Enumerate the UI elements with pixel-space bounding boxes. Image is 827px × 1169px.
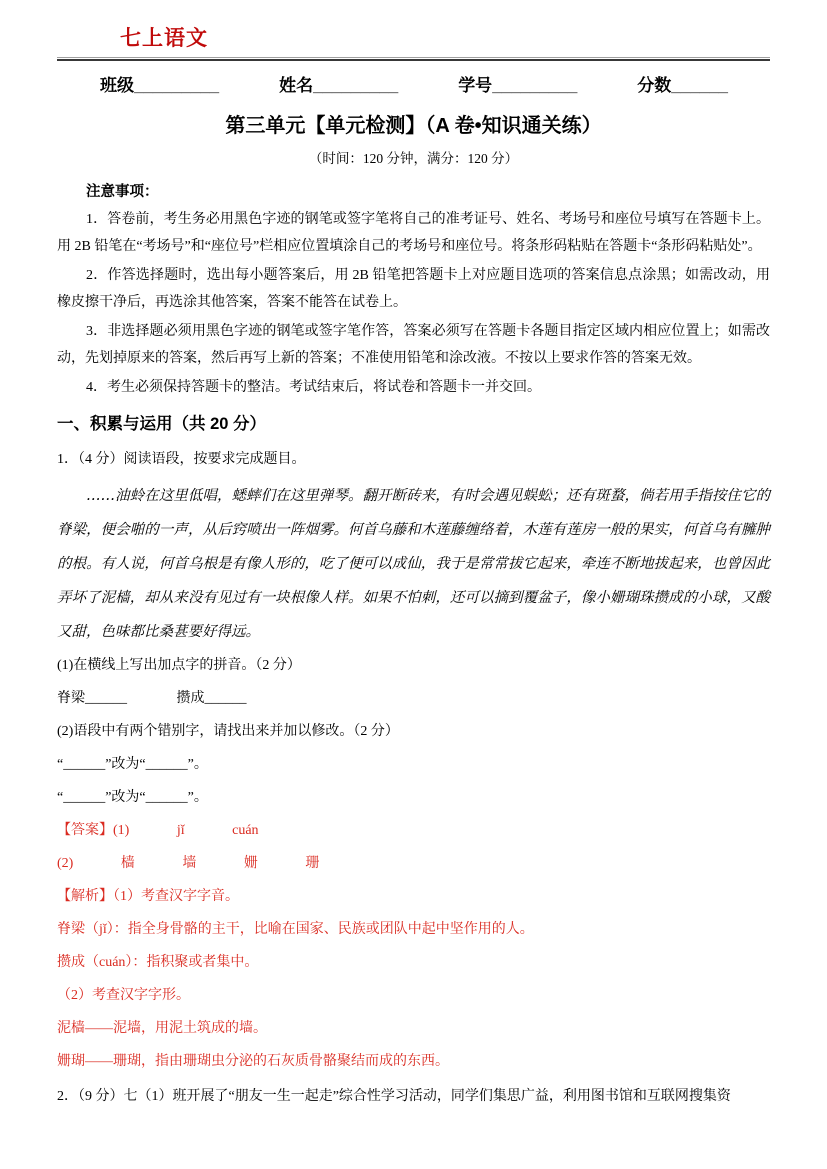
answer-line-1 <box>57 814 770 847</box>
subquestion-1: (1)在横线上写出加点字的拼音。（2 分） <box>57 658 301 673</box>
correction-blank-line-2: “______”改为“______”。 <box>57 790 208 805</box>
exam-title: 第三单元【单元检测】（A 卷•知识通关练） <box>225 115 602 137</box>
answer-label: 【答案】(1) <box>57 823 130 838</box>
char-answer-qiang-correct: 墙 <box>182 856 197 871</box>
notice-item-3: 3．非选择题必须用黑色字迹的钢笔或签字笔作答，答案必须写在答题卡各题目指定区域内相应位置上；如需改动，先划掉原来的答案，然后再写上新的答案；不准使用铅笔和涂改液。不按以上要求作答的答案无效。 <box>57 324 770 366</box>
analysis-line-5: 姗瑚——珊瑚，指由珊瑚虫分泌的石灰质骨骼聚结而成的东西。 <box>57 1054 449 1069</box>
name-blank: _________ <box>313 76 399 95</box>
name-field <box>279 74 398 98</box>
pinyin-answer-ji: jǐ <box>176 823 185 838</box>
class-blank: _________ <box>134 76 220 95</box>
char-answer-qiang-wrong: 樯 <box>120 856 135 871</box>
student-id-label: 学号 <box>458 76 493 95</box>
answer-line-2 <box>57 847 770 880</box>
analysis-line-4: 泥樯——泥墙，用泥土筑成的墙。 <box>57 1021 267 1036</box>
score-field <box>637 74 728 98</box>
answer-line-2-label: (2) <box>57 856 74 871</box>
pinyin-answer-cuan: cuán <box>232 823 259 838</box>
subquestion-2: (2)语段中有两个错别字，请找出来并加以修改。（2 分） <box>57 724 399 739</box>
student-id-blank: _________ <box>492 76 578 95</box>
reading-passage: ……油蛉在这里低唱，蟋蟀们在这里弹琴。翻开断砖来，有时会遇见蜈蚣；还有斑蝥，倘若用手指按住它的脊梁，便会啪的一声，从后窍喷出一阵烟雾。何首乌藤和木莲藤缠络着，木莲有莲房一般的果实，何首乌有臃肿的根。有人说，何首乌根是有像人形的，吃了便可以成仙，我于是常常拔它起来，牵连不断地拔起来，也曾因此弄坏了泥樯，却从来没有见过有一块根像人样。如果不怕刺，还可以摘到覆盆子，像小姗瑚珠攒成的小球，又酸又甜，色味都比桑葚要好得远。 <box>57 488 770 640</box>
correction-blank-line-1: “______”改为“______”。 <box>57 757 208 772</box>
pinyin-blank-jiliang: 脊梁______ <box>57 691 127 706</box>
analysis-line-3: （2）考查汉字字形。 <box>57 988 190 1003</box>
pinyin-blank-row <box>57 682 770 715</box>
analysis-line-1: 脊梁（jǐ）：指全身骨骼的主干，比喻在国家、民族或团队中起中坚作用的人。 <box>57 922 534 937</box>
score-label: 分数 <box>637 76 672 95</box>
score-blank: ______ <box>671 76 729 95</box>
section-1-heading: 一、积累与运用（共 20 分） <box>57 415 267 433</box>
notice-item-1: 1．答卷前，考生务必用黑色字迹的钢笔或签字笔将自己的准考证号、姓名、考场号和座位号填写在答题卡上。用 2B 铅笔在“考场号”和“座位号”栏相应位置填涂自己的考场号和座位号。将条形码粘贴在答题卡“条形码粘贴处”。 <box>57 212 770 254</box>
analysis-line-2: 攒成（cuán）：指积聚或者集中。 <box>57 955 259 970</box>
student-id-field <box>458 74 577 98</box>
class-field <box>100 74 219 98</box>
notice-item-2: 2．作答选择题时，选出每小题答案后，用 2B 铅笔把答题卡上对应题目选项的答案信息点涂黑；如需改动，用橡皮擦干净后，再选涂其他答案，答案不能答在试卷上。 <box>57 268 770 310</box>
notice-item-4: 4．考生必须保持答题卡的整洁。考试结束后，将试卷和答题卡一并交回。 <box>86 380 541 395</box>
pinyin-blank-cuancheng: 攒成______ <box>176 691 247 706</box>
class-label: 班级 <box>100 76 134 95</box>
question-2-stem: 2．（9 分）七（1）班开展了“朋友一生一起走”综合性学习活动，同学们集思广益，利用图书馆和互联网搜集资 <box>57 1089 731 1104</box>
analysis-heading: 【解析】（1）考查汉字字音。 <box>57 889 239 904</box>
question-1-stem: 1．（4 分）阅读语段，按要求完成题目。 <box>57 452 306 467</box>
char-answer-shan-wrong: 姗 <box>243 856 258 871</box>
header-rule <box>57 57 770 61</box>
char-answer-shan-correct: 珊 <box>305 856 320 871</box>
name-label: 姓名 <box>279 76 314 95</box>
exam-subtitle: （时间：120 分钟，满分：120 分） <box>308 151 519 166</box>
notice-heading: 注意事项： <box>86 184 159 200</box>
brand-text: 七上语文 <box>120 27 208 50</box>
student-info-row <box>100 74 770 98</box>
notice-section <box>57 180 770 401</box>
